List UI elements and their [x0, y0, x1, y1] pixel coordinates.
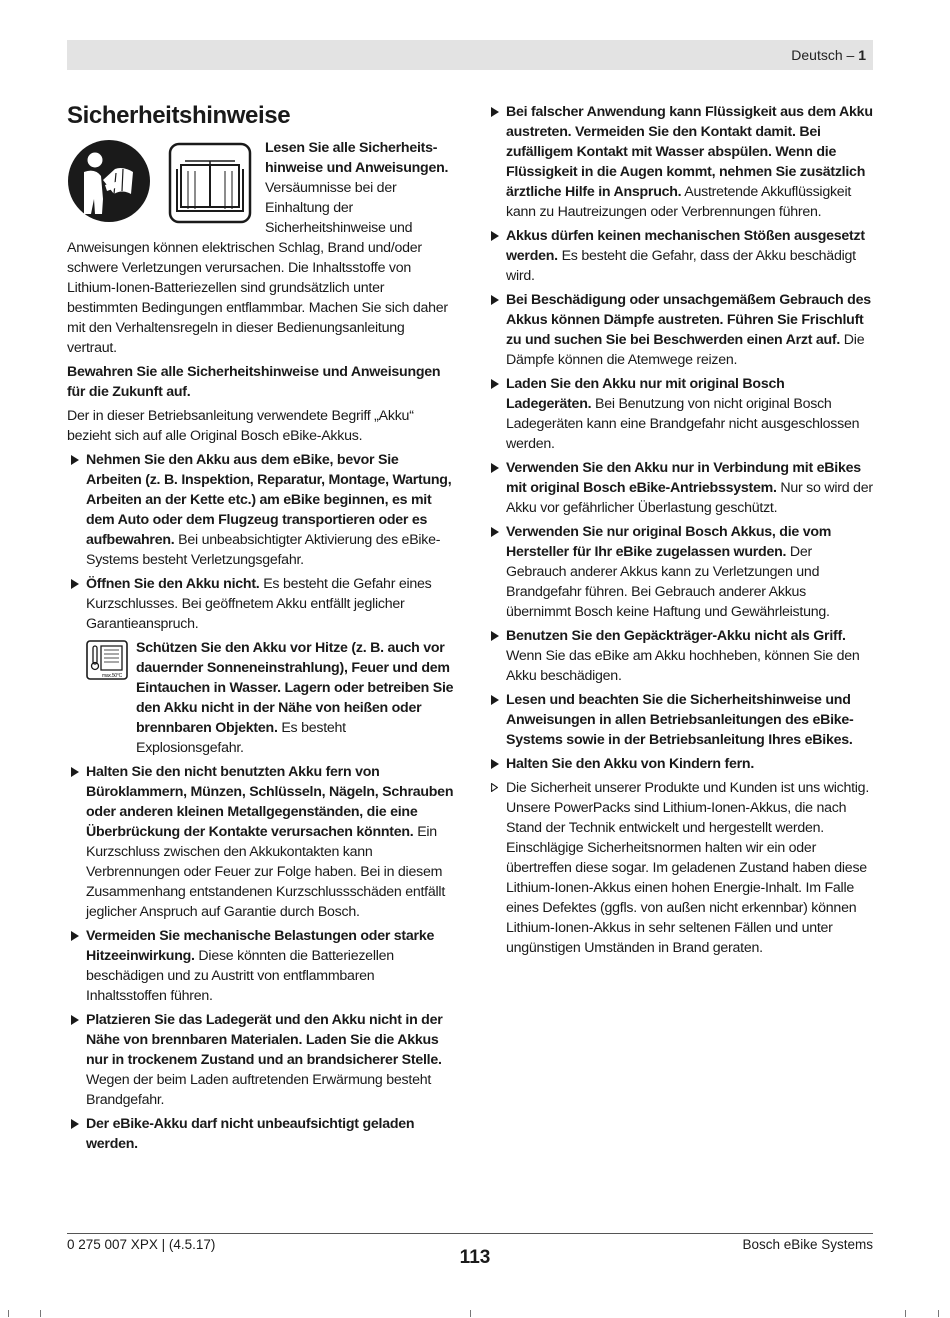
bullet-bold: Bei Beschädigung oder unsachgemäßem Gebrauch des Akkus können Dämpfe austreten. Führen Sie Frischluft zu und suchen Sie bei Beschwerden einen Arzt auf.: [506, 292, 871, 348]
bullet-triangle-icon: [491, 631, 499, 641]
bullet-triangle-icon: [491, 379, 499, 389]
list-item: [487, 290, 873, 370]
bullet-bold: Platzieren Sie das Ladegerät und den Akku nicht in der Nähe von brennbaren Materialen. Laden Sie die Akkus nur in trockenem Zustand und an brandsicherer Stelle.: [86, 1012, 443, 1068]
bullet-triangle-icon: [491, 295, 499, 305]
list-item: [487, 102, 873, 222]
list-item: [487, 754, 873, 774]
list-item: [67, 926, 454, 1006]
intro-body: Versäumnisse bei der Einhaltung der Sicherheitshinweise und Anweisungen können elektrischen Schlag, Brand und/oder schwere Verletzungen verursachen. Die Inhaltsstoffe von Lithium-Ionen-Batteriezellen sind grundsätzlich unter bestimmten Bedingungen entflammbar. Machen Sie sich daher mit den Verhaltensregeln in dieser Bedienungsanleitung vertraut.: [67, 180, 448, 356]
bullet-triangle-icon: [71, 1119, 79, 1129]
header-page: 1: [858, 47, 866, 63]
bullet-triangle-icon: [491, 695, 499, 705]
footer-brand: Bosch eBike Systems: [742, 1237, 873, 1252]
heat-bold: Schützen Sie den Akku vor Hitze (z. B. auch vor dauernder Sonneneinstrahlung), Feuer und dem Eintauchen in Wasser. Lagern oder betreiben Sie den Akku nicht in der Nähe von heißen oder brennbaren Objekten.: [136, 640, 454, 736]
bullet-text: Ein Kurzschluss zwischen den Akkukontakten kann Verbrennungen oder Feuer zur Folge haben. Bei in diesem Zusammenhang entstandenen Kurzschlussschäden entfällt jeglicher Anspruch auf Garantie durch Bosch.: [86, 824, 446, 920]
list-item: [67, 1114, 454, 1154]
bullet-bold: Bei falscher Anwendung kann Flüssigkeit aus dem Akku austreten. Vermeiden Sie den Kontakt damit. Bei zufälligem Kontakt mit Wasser abspülen. Wenn die Flüssigkeit in die Augen kommt, nehmen Sie zusätzlich ärztliche Hilfe in Anspruch.: [506, 104, 873, 200]
bullet-triangle-icon: [71, 1015, 79, 1025]
list-item: [487, 690, 873, 750]
keep-notice: Bewahren Sie alle Sicherheitshinweise und Anweisungen für die Zukunft auf.: [67, 364, 441, 400]
footer-doc-number: 0 275 007 XPX | (4.5.17): [67, 1237, 216, 1252]
list-item: [487, 522, 873, 622]
bullet-text: Austretende Akkuflüssigkeit kann zu Hautreizungen oder Verbrennungen führen.: [506, 184, 852, 220]
bullet-triangle-icon: [491, 759, 499, 769]
book-icon: [170, 144, 250, 222]
bullet-text: Die Dämpfe können die Atemwege reizen.: [506, 332, 865, 368]
bullet-triangle-icon: [71, 767, 79, 777]
intro-block: [67, 138, 454, 358]
left-column: [67, 100, 454, 1154]
warning-icons: [67, 139, 259, 227]
list-item: [67, 1010, 454, 1110]
bullet-bold: Laden Sie den Akku nur mit original Bosch Ladegeräten.: [506, 376, 785, 412]
bullet-text: Es besteht die Gefahr eines Kurzschlusses. Bei geöffnetem Akku entfällt jeglicher Garantieanspruch.: [86, 576, 432, 632]
list-item: [487, 626, 873, 686]
bullet-bold: Öffnen Sie den Akku nicht.: [86, 576, 260, 592]
term-notice: Der in dieser Betriebsanleitung verwendete Begriff „Akku“ bezieht sich auf alle Original Bosch eBike-Akkus.: [67, 408, 414, 444]
bullet-text: Diese könnten die Batteriezellen beschädigen und zu Austritt von entflammbaren Inhaltsstoffen führen.: [86, 948, 394, 1004]
bullet-bold: Verwenden Sie nur original Bosch Akkus, die vom Hersteller für Ihr eBike zugelassen wurden.: [506, 524, 832, 560]
crop-mark: [8, 1310, 9, 1317]
intro-bold: Lesen Sie alle Sicherheitshinweise und Anweisungen.: [265, 140, 449, 176]
footer-divider: [67, 1233, 873, 1234]
bullet-outline-triangle-icon: [491, 783, 498, 792]
heat-text: Es besteht Explosionsgefahr.: [136, 720, 346, 756]
page-header: [67, 40, 873, 70]
page-title: Sicherheitshinweise: [67, 102, 291, 129]
heat-warning: [67, 638, 454, 758]
bullet-triangle-icon: [491, 231, 499, 241]
header-label: [791, 46, 866, 64]
list-item: [487, 778, 873, 958]
page-number: 113: [459, 1247, 491, 1268]
bullet-text: Die Sicherheit unserer Produkte und Kunden ist uns wichtig. Unsere PowerPacks sind Lithium-Ionen-Akkus, die nach Stand der Technik entwickelt und hergestellt werden. Einschlägige Sicherheitsnormen halten wir ein oder übertreffen diese sogar. Im geladenen Zustand haben diese Lithium-Ionen-Akkus einen hohen Energie-Inhalt. Im Falle eines Defektes (ggfls. von außen nicht erkennbar) können Lithium-Ionen-Akkus in sehr seltenen Fällen und unter ungünstigen Umständen in Brand geraten.: [506, 780, 870, 956]
bullet-triangle-icon: [71, 579, 79, 589]
bullet-bold: Akkus dürfen keinen mechanischen Stößen ausgesetzt werden.: [506, 228, 865, 264]
heat-label: max.50°C: [101, 673, 123, 679]
list-item: [67, 450, 454, 570]
bullet-triangle-icon: [491, 107, 499, 117]
bullet-triangle-icon: [71, 455, 79, 465]
bullet-text: Wegen der beim Laden auftretenden Erwärmung besteht Brandgefahr.: [86, 1072, 432, 1108]
bullet-bold: Benutzen Sie den Gepäckträger-Akku nicht als Griff.: [506, 628, 846, 644]
list-item: [487, 374, 873, 454]
read-manual-icon: [67, 139, 259, 227]
right-column: [487, 100, 873, 958]
bullet-text: Bei Benutzung von nicht original Bosch Ladegeräten kann eine Brandgefahr nicht ausgeschlossen werden.: [506, 396, 860, 452]
bullet-triangle-icon: [491, 527, 499, 537]
bullet-bold: Vermeiden Sie mechanische Belastungen oder starke Hitzeeinwirkung.: [86, 928, 435, 964]
bullet-bold: Verwenden Sie den Akku nur in Verbindung mit eBikes mit original Bosch eBike-Antriebssystem.: [506, 460, 861, 496]
bullet-text: Wenn Sie das eBike am Akku hochheben, können Sie den Akku beschädigen.: [506, 648, 860, 684]
header-separator: –: [842, 47, 859, 63]
crop-mark: [40, 1310, 41, 1317]
list-item: [67, 574, 454, 634]
bullet-bold: Lesen und beachten Sie die Sicherheitshinweise und Anweisungen in allen Betriebsanleitungen des eBike-Systems sowie in der Betriebsanleitung Ihres eBikes.: [506, 692, 854, 748]
bullet-text: Es besteht die Gefahr, dass der Akku beschädigt wird.: [506, 248, 856, 284]
bullet-triangle-icon: [71, 931, 79, 941]
bullet-triangle-icon: [491, 463, 499, 473]
bullet-bold: Nehmen Sie den Akku aus dem eBike, bevor Sie Arbeiten (z. B. Inspektion, Reparatur, Montage, Wartung, Arbeiten an der Kette etc.) am eBike beginnen, es mit dem Auto oder dem Flugzeug transportieren oder es aufbewahren.: [86, 452, 452, 548]
bullet-bold: Der eBike-Akku darf nicht unbeaufsichtigt geladen werden.: [86, 1116, 415, 1152]
bullet-text: Nur so wird der Akku vor gefährlicher Überlastung geschützt.: [506, 480, 873, 516]
bullet-text: Der Gebrauch anderer Akkus kann zu Verletzungen und Brandgefahr führen. Bei Gebrauch anderer Akkus übernimmt Bosch keine Haftung und Gewährleistung.: [506, 544, 830, 620]
bullet-bold: Halten Sie den Akku von Kindern fern.: [506, 756, 755, 772]
bullet-text: Bei unbeabsichtigter Aktivierung des eBike-Systems besteht Verletzungsgefahr.: [86, 532, 441, 568]
crop-mark: [938, 1310, 939, 1317]
header-language: Deutsch: [791, 47, 843, 63]
list-item: [67, 762, 454, 922]
crop-mark: [905, 1310, 906, 1317]
crop-mark: [470, 1310, 471, 1317]
heat-warning-icon: [86, 640, 128, 680]
list-item: [487, 458, 873, 518]
bullet-bold: Halten Sie den nicht benutzten Akku fern von Büroklammern, Münzen, Schlüsseln, Nägeln, Schrauben oder anderen kleinen Metallgegenständen, die eine Überbrückung der Kontakte verursachen könnten.: [86, 764, 454, 840]
list-item: [487, 226, 873, 286]
